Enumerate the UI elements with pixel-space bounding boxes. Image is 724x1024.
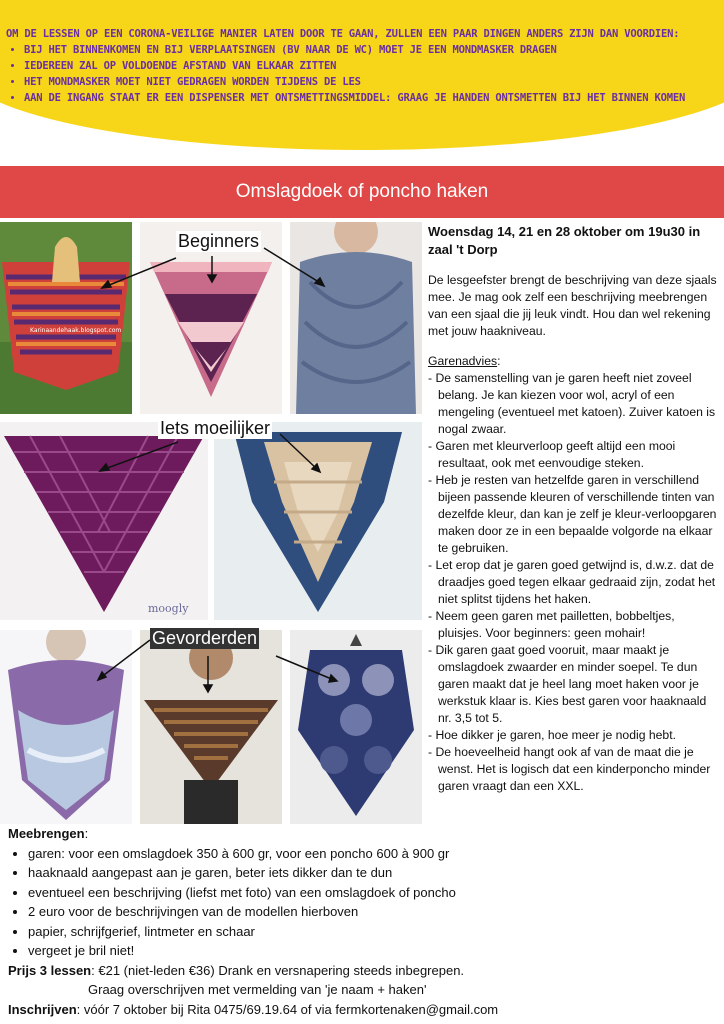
covid-intro: OM DE LESSEN OP EEN CORONA-VEILIGE MANIER LATEN DOOR TE GAAN, ZULLEN EEN PAAR DINGEN ANDERS ZIJN DAN VOORDIEN: — [6, 28, 680, 40]
photo-watermark: Karinaandehaak.blogspot.com — [30, 327, 122, 334]
advies-title: Garenadvies — [428, 354, 498, 368]
signup-colon: : — [76, 1001, 84, 1017]
bring-item: • 2 euro voor de beschrijvingen van de modellen hierboven — [28, 902, 720, 922]
bring-heading — [8, 824, 720, 844]
bring-item: • garen: voor een omslagdoek 350 à 600 gr, voor een poncho 600 à 900 gr — [28, 844, 720, 864]
advies-heading — [428, 353, 722, 370]
bring-item: • vergeet je bril niet! — [28, 941, 720, 961]
level-gevorderden: Gevorderden — [152, 628, 258, 648]
advies-item: - De hoeveelheid hangt ook af van de maat die je wenst. Het is logisch dat een kinderponcho minder garen vraagt dan een XXL. — [428, 744, 722, 795]
price-line — [8, 961, 720, 981]
advies-item: - Hoe dikker je garen, hoe meer je nodig hebt. — [428, 727, 722, 744]
advies-colon: : — [497, 354, 501, 368]
course-intro: De lesgeefster brengt de beschrijving van deze sjaals mee. Je mag ook zelf een beschrijving meebrengen van een sjaal die jij leuk vindt. Hou dan wel rekening met jouw haakniveau. — [428, 273, 717, 338]
signup-text[interactable]: vóór 7 oktober bij Rita 0475/69.19.64 of via fermkortenaken@gmail.com — [83, 1001, 499, 1017]
price-label: Prijs 3 lessen — [8, 962, 92, 978]
signup-label: Inschrijven — [8, 1001, 77, 1017]
course-info — [428, 223, 722, 795]
bring-title: Meebrengen — [8, 826, 85, 841]
price-transfer: Graag overschrijven met vermelding van 'je naam + haken' — [88, 982, 427, 997]
signup-line — [8, 1000, 720, 1020]
advies-item: - Garen met kleurverloop geeft altijd een mooi resultaat, ook met eenvoudige steken. — [428, 438, 722, 472]
page-title: Omslagdoek of poncho haken — [0, 166, 724, 218]
photo-logo: moogly — [148, 602, 189, 615]
covid-notice — [6, 26, 718, 106]
photo-collage — [0, 220, 424, 824]
bring-section — [8, 824, 720, 1019]
advies-item: - Let erop dat je garen goed getwijnd is, d.w.z. dat de draadjes goed tegen elkaar gedraaid zijn, zodat het niet splitst tijdens het haken. — [428, 557, 722, 608]
bring-list — [8, 844, 720, 961]
course-date: Woensdag 14, 21 en 28 oktober om 19u30 in zaal 't Dorp — [428, 224, 701, 257]
level-beginners: Beginners — [178, 231, 260, 251]
covid-item: • IEDEREEN ZAL OP VOLDOENDE AFSTAND VAN ELKAAR ZITTEN — [24, 58, 718, 74]
price-colon: : — [91, 962, 99, 978]
arrows-overlay — [0, 220, 424, 824]
covid-item: • HET MONDMASKER MOET NIET GEDRAGEN WORDEN TIJDENS DE LES — [24, 74, 718, 90]
covid-item: • BIJ HET BINNENKOMEN EN BIJ VERPLAATSINGEN (BV NAAR DE WC) MOET JE EEN MONDMASKER DRAGEN — [24, 42, 718, 58]
bring-item: • papier, schrijfgerief, lintmeter en schaar — [28, 922, 720, 942]
advies-item: - Neem geen garen met pailletten, bobbeltjes, pluisjes. Voor beginners: geen mohair! — [428, 608, 722, 642]
covid-item: • AAN DE INGANG STAAT ER EEN DISPENSER MET ONTSMETTINGSMIDDEL: GRAAG JE HANDEN ONTSMETTEN BIJ HET BINNEN KOMEN — [24, 90, 718, 106]
advies-item: - Dik garen gaat goed vooruit, maar maakt je omslagdoek zwaarder en minder soepel. Te dun garen maakt dat je heel lang moet haken voor je werkstuk klaar is. Kies best garen voor haaknaald nr. 3,5 tot 5. — [428, 642, 722, 727]
level-iets-moeilijker: Iets moeilijker — [160, 418, 271, 438]
advies-item: - Heb je resten van hetzelfde garen in verschillend bijeen passende kleuren of verschillende tinten van dezelfde kleur, dan kan je zelf je kleur-verloopgaren maken door ze in een bepaalde volgorde na elkaar te gebruiken. — [428, 472, 722, 557]
price-text: €21 (niet-leden €36) Drank en versnapering steeds inbegrepen. — [98, 962, 465, 978]
bring-item: • haaknaald aangepast aan je garen, beter iets dikker dan te dun — [28, 863, 720, 883]
covid-list — [6, 42, 718, 106]
advies-list — [428, 370, 722, 795]
advies-item: - De samenstelling van je garen heeft niet zoveel belang. Je kan kiezen voor wol, acryl of een mengeling (eventueel met katoen). Zuiver katoen is nogal zwaar. — [428, 370, 722, 438]
bring-item: • eventueel een beschrijving (liefst met foto) van een omslagdoek of poncho — [28, 883, 720, 903]
bring-colon: : — [84, 826, 89, 841]
